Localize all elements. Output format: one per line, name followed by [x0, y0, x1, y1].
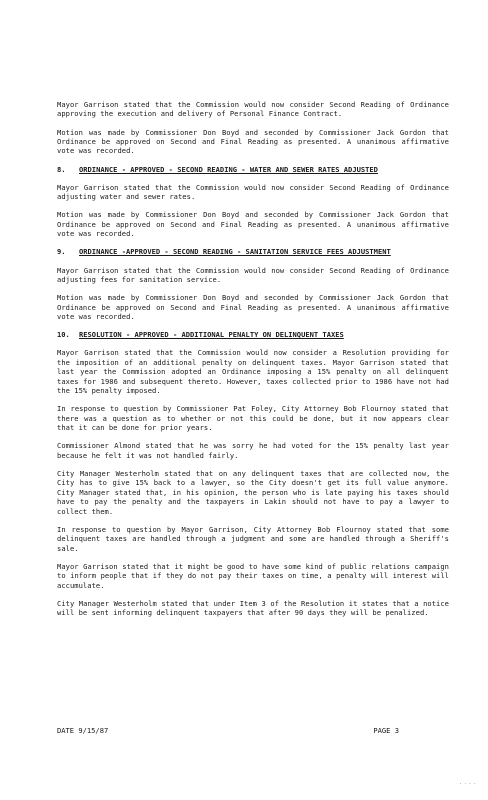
paragraph: City Manager Westerholm stated that under Item 3 of the Resolution it states that a notice will be sent informing delinquent taxpayers that after 90 days they will be penalized. — [57, 598, 449, 618]
section-number: 10. — [57, 330, 70, 340]
paragraph: In response to question by Commissioner Pat Foley, City Attorney Bob Flournoy stated that there was a question as to whether or not this could be done, but it now appears clear that it can be done for prior years. — [57, 404, 449, 433]
page-footer — [57, 726, 399, 735]
section-heading-9 — [57, 247, 449, 256]
section-title: ORDINANCE -APPROVED - SECOND READING - SANITATION SERVICE FEES ADJUSTMENT — [79, 247, 391, 257]
paragraph: City Manager Westerholm stated that on any delinquent taxes that are collected now, the City has to give 15% back to a lawyer, so the City doesn't get its full value anymore. City Manager stated that, in his opinion, the person who is late paying his taxes should have to pay the penalty and the taxpayers in Lakin should not have to pay a lawyer to collect them. — [57, 468, 449, 516]
section-title: ORDINANCE - APPROVED - SECOND READING - WATER AND SEWER RATES ADJUSTED — [79, 164, 378, 174]
section-number: 8. — [57, 164, 66, 174]
section-number: 9. — [57, 247, 66, 257]
footer-date: DATE 9/15/87 — [57, 726, 109, 735]
paragraph: Mayor Garrison stated that it might be good to have some kind of public relations campaign to inform people that if they do not pay their taxes on time, a penalty will interest will accumulate. — [57, 561, 449, 590]
paragraph: In response to question by Mayor Garrison, City Attorney Bob Flournoy stated that some delinquent taxes are handled through a judgment and some are handled through a Sheriff's sale. — [57, 524, 449, 553]
section-heading-10 — [57, 330, 449, 339]
paragraph: Motion was made by Commissioner Don Boyd and seconded by Commissioner Jack Gordon that Ordinance be approved on Second and Final Reading as presented. A unanimous affirmative vote was recorded. — [57, 293, 449, 322]
paragraph: Commissioner Almond stated that he was sorry he had voted for the 15% penalty last year because he felt it was not handled fairly. — [57, 441, 449, 460]
scan-mark: · · · · — [459, 781, 476, 786]
paragraph: Mayor Garrison stated that the Commission would now consider Second Reading of Ordinance approving the execution and delivery of Personal Finance Contract. — [57, 100, 449, 119]
section-heading-8 — [57, 165, 449, 174]
paragraph: Mayor Garrison stated that the Commission would now consider Second Reading of Ordinance adjusting water and sewer rates. — [57, 182, 449, 202]
paragraph: Mayor Garrison stated that the Commission would now consider Second Reading of Ordinance adjusting fees for sanitation service. — [57, 265, 449, 285]
section-title: RESOLUTION - APPROVED - ADDITIONAL PENALTY ON DELINQUENT TAXES — [79, 330, 344, 340]
paragraph: Mayor Garrison stated that the Commission would now consider a Resolution providing for the imposition of an additional penalty on delinquent taxes. Mayor Garrison stated that last year the Commission adopted an Ordinance imposing a 15% penalty on all delinquent taxes for 1986 and subsequent thereto. However, taxes collected prior to 1986 have not had the 15% penalty imposed. — [57, 348, 449, 396]
footer-page-number: PAGE 3 — [373, 726, 399, 735]
paragraph: Motion was made by Commissioner Don Boyd and seconded by Commissioner Jack Gordon that Ordinance be approved on Second and Final Reading as presented. A unanimous affirmative vote was recorded. — [57, 210, 449, 239]
paragraph: Motion was made by Commissioner Don Boyd and seconded by Commissioner Jack Gordon that Ordinance be approved on Second and Final Reading as presented. A unanimous affirmative vote was recorded. — [57, 127, 449, 156]
minutes-body — [57, 100, 449, 626]
